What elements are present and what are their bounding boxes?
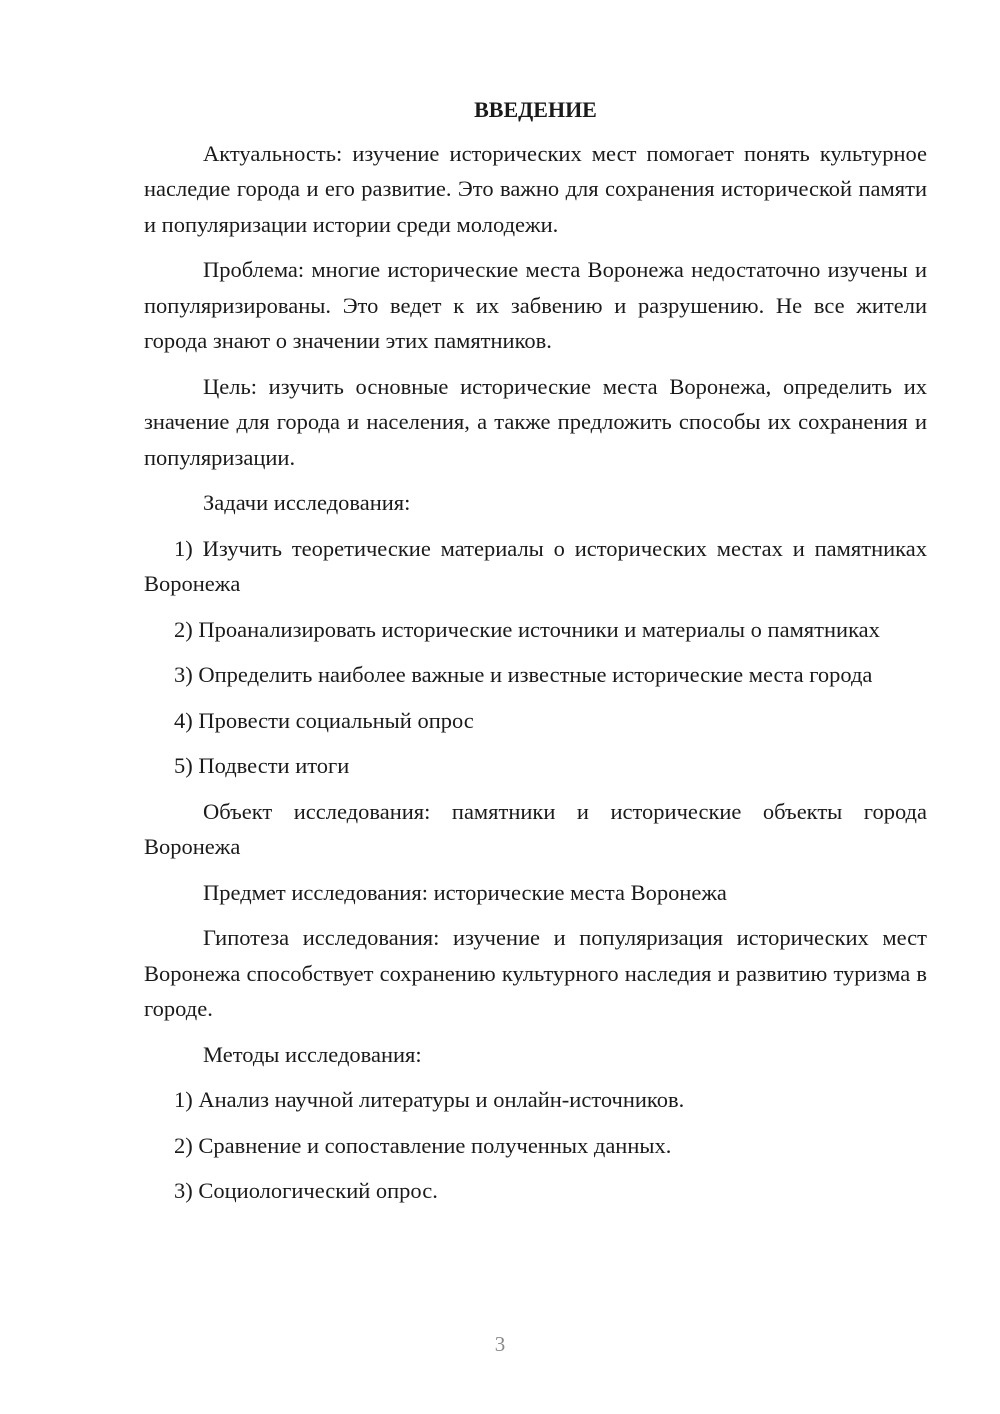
page-number: 3 <box>494 1332 506 1356</box>
method-item: 1) Анализ научной литературы и онлайн-источников. <box>174 1087 685 1112</box>
hypothesis-paragraph: Гипотеза исследования: изучение и популяризация исторических мест Воронежа способствует сохранению культурного наследия и развитию туризма в городе. <box>144 925 927 1021</box>
task-item: 5) Подвести итоги <box>174 753 350 778</box>
section-title: ВВЕДЕНИЕ <box>474 97 597 122</box>
task-item: 4) Провести социальный опрос <box>174 707 474 733</box>
task-item: 2) Проанализировать исторические источники и материалы о памятниках <box>174 616 880 642</box>
method-item: 3) Социологический опрос. <box>174 1178 438 1203</box>
problem-paragraph: Проблема: многие исторические места Воронежа недостаточно изучены и популяризированы. Это ведет к их забвению и разрушению. Не все жители города знают о значении этих памятников. <box>144 257 927 353</box>
relevance-paragraph: Актуальность: изучение исторических мест помогает понять культурное наследие города и его развитие. Это важно для сохранения исторической памяти и популяризации истории среди молодежи. <box>144 140 927 237</box>
method-item: 2) Сравнение и сопоставление полученных данных. <box>174 1132 672 1158</box>
object-paragraph: Объект исследования: памятники и исторические объекты города Воронежа <box>144 798 927 859</box>
page-content <box>144 92 927 1219</box>
goal-paragraph: Цель: изучить основные исторические места Воронежа, определить их значение для города и населения, а также предложить способы их сохранения и популяризации. <box>144 373 927 470</box>
task-item: 1) Изучить теоретические материалы о исторических местах и памятниках Воронежа <box>144 535 927 596</box>
methods-heading: Методы исследования: <box>203 1041 422 1067</box>
tasks-heading: Задачи исследования: <box>203 490 411 515</box>
subject-paragraph: Предмет исследования: исторические места Воронежа <box>203 879 727 905</box>
task-item: 3) Определить наиболее важные и известные исторические места города <box>174 662 873 687</box>
